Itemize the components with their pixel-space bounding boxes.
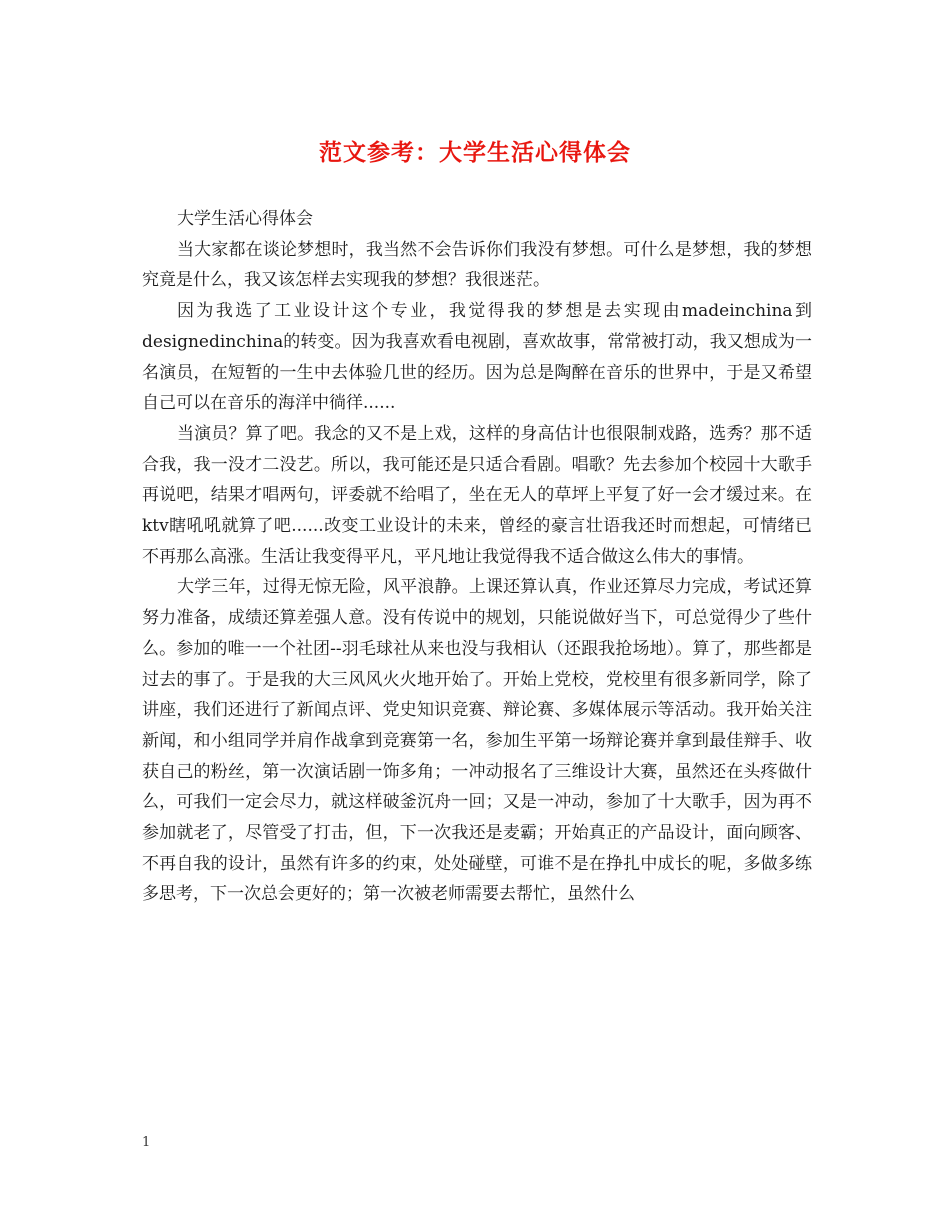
document-title: 范文参考：大学生活心得体会: [319, 139, 631, 166]
paragraph: 当大家都在谈论梦想时，我当然不会告诉你们我没有梦想。可什么是梦想，我的梦想究竟是什么，我又该怎样去实现我的梦想？我很迷茫。: [142, 239, 812, 291]
paragraph: 因为我选了工业设计这个专业，我觉得我的梦想是去实现由madeinchina到designedinchina的转变。因为我喜欢看电视剧，喜欢故事，常常被打动，我又想成为一名演员，在短暂的一生中去体验几世的经历。因为总是陶醉在音乐的世界中，于是又希望自己可以在音乐的海洋中徜徉......: [142, 301, 812, 414]
section-heading: 大学生活心得体会: [177, 209, 313, 229]
paragraph: 大学三年，过得无惊无险，风平浪静。上课还算认真，作业还算尽力完成，考试还算努力准备，成绩还算差强人意。没有传说中的规划，只能说做好当下，可总觉得少了些什么。参加的唯一一个社团--羽毛球社从来也没与我相认（还跟我抢场地）。算了，那些都是过去的事了。于是我的大三风风火火地开始了。开始上党校，党校里有很多新同学，除了讲座，我们还进行了新闻点评、党史知识竞赛、辩论赛、多媒体展示等活动。我开始关注新闻，和小组同学并肩作战拿到竞赛第一名，参加生平第一场辩论赛并拿到最佳辩手、收获自己的粉丝，第一次演话剧一饰多角；一冲动报名了三维设计大赛，虽然还在头疼做什么，可我们一定会尽力，就这样破釜沉舟一回；又是一冲动，参加了十大歌手，因为再不参加就老了，尽管受了打击，但，下一次我还是麦霸；开始真正的产品设计，面向顾客、不再自我的设计，虽然有许多的约束，处处碰壁，可谁不是在挣扎中成长的呢，多做多练多思考，下一次总会更好的；第一次被老师需要去帮忙，虽然什么: [142, 577, 812, 905]
page-number: 1: [142, 1135, 151, 1150]
paragraph: 当演员？算了吧。我念的又不是上戏，这样的身高估计也很限制戏路，选秀？那不适合我，我一没才二没艺。所以，我可能还是只适合看剧。唱歌？先去参加个校园十大歌手再说吧，结果才唱两句，评委就不给唱了，坐在无人的草坪上平复了好一会才缓过来。在ktv瞎吼吼就算了吧......改变工业设计的未来，曾经的豪言壮语我还时而想起，可情绪已不再那么高涨。生活让我变得平凡，平凡地让我觉得我不适合做这么伟大的事情。: [142, 423, 812, 567]
document-body: [142, 204, 812, 910]
